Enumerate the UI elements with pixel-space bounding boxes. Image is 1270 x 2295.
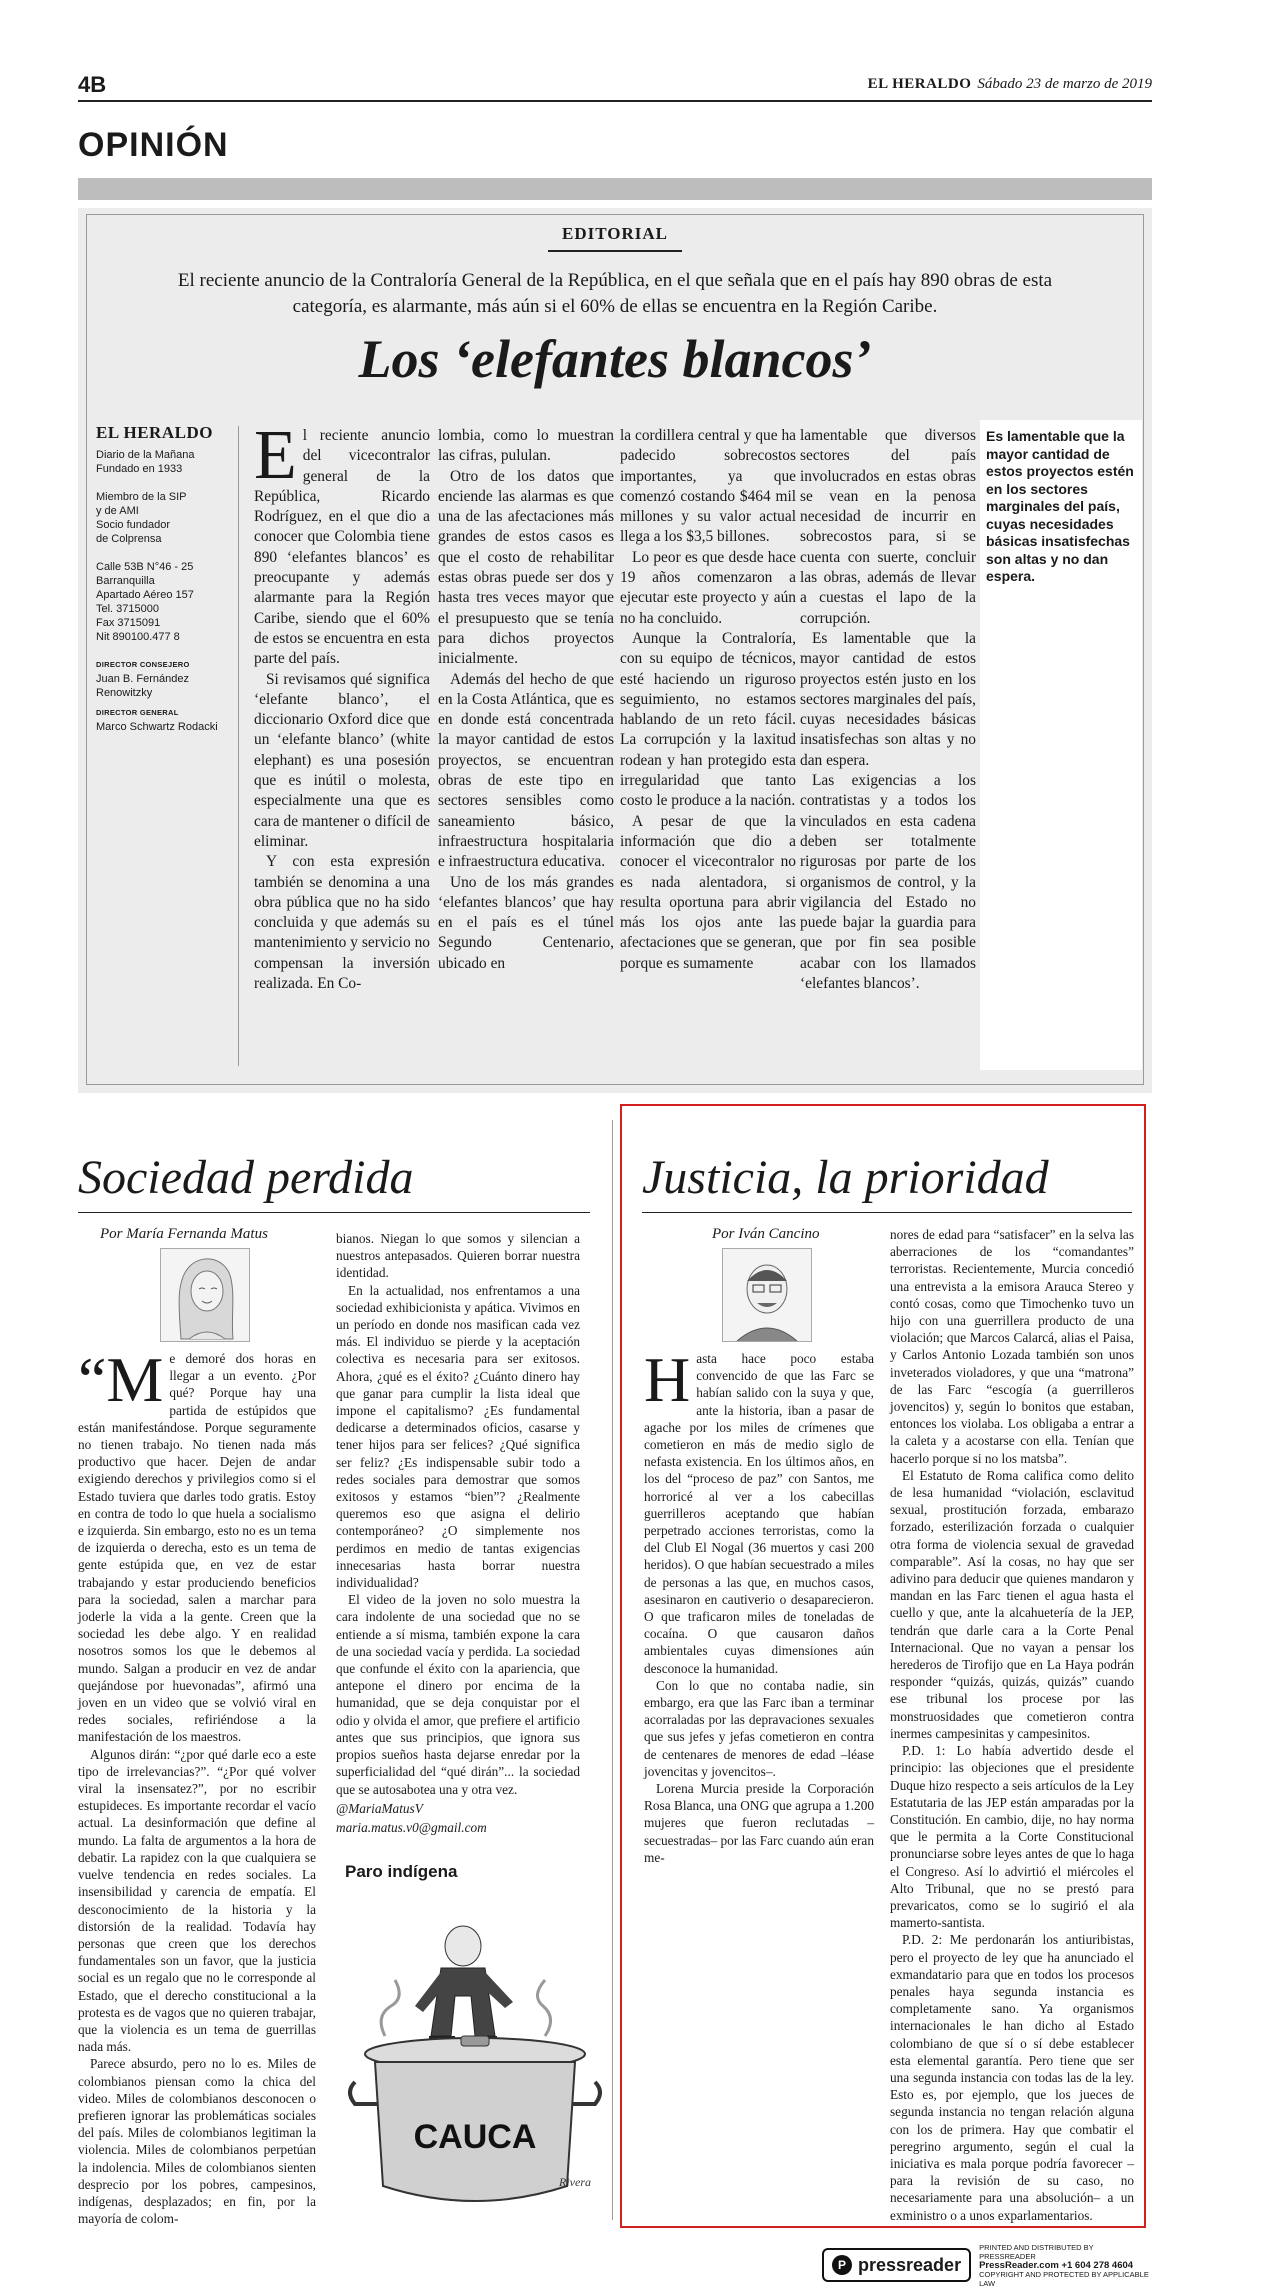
editorial-paragraph: Además del hecho de que en la Costa Atlántica, que es en donde está concentrada la mayor cantidad de estos proyectos, se encuentran obras de este tipo en sectores sensibles como saneamiento básico, infraestructura hospitalaria e infraestructura educativa. [438,670,614,871]
right-byline: Por Iván Cancino [712,1226,820,1242]
pressreader-logo[interactable]: P pressreader [822,2248,971,2282]
editorial-label: EDITORIAL [562,224,668,243]
director-name: Juan B. Fernández Renowitzky [96,673,189,699]
editorial-label-rule [548,250,682,252]
article-paragraph: “Me demoré dos horas en llegar a un evento. ¿Por qué? Porque hay una partida de estúpidos que están manifestándose. Porque seguramente no tienen trabajo. No tienen nada más productivo que hacer. Dejen de andar exigiendo derechos y privilegios como si el Estado tuviera que darles todo gratis. Estoy en contra de todo lo que huela a socialismo e izquierda. Sin embargo, esto no es un tema de izquierda o derecha, esto es un tema de gente estúpida que, en vez de estar trabajando y estar produciendo beneficios para la sociedad, salen a marchar para joderle la vida a la gente. Creen que la sociedad les debe algo. Y en realidad nosotros somos los que le debemos al mundo. Salgan a producir en vez de andar quejándose por huevonadas”, afirmó una joven en un video que se volvió viral en redes sociales, refiriéndose a la manifestación de los maestros. [78,1344,316,1745]
left-byline: Por María Fernanda Matus [100,1226,268,1242]
article-paragraph: P.D. 1: Lo había advertido desde el principio: las objeciones que el presidente Duque hizo respecto a seis artículos de la Ley Estatutaria de las JEP están amparadas por la Constitución. En cambio, dije, no hay norma que le permita a la Corte Constitucional pronunciarse sobre leyes antes de que lo haga el Congreso. Así lo advirtió el miércoles el Alto Tribunal, que no se prestó para prevaricatos, como se lo sugirió el ala mamerto-santista. [890,1743,1134,1931]
editorial-headline: Los ‘elefantes blancos’ [358,329,872,389]
article-paragraph: Algunos dirán: “¿por qué darle eco a este tipo de irrelevancias?”. “¿Por qué volver viral la insensatez?”, por no escribir estupideces. Es importante recordar el vacío actual. La desinformación que define al mundo. La falta de argumentos a la hora de debatir. La rapidez con la que cualquiera se vuelve tendencia en redes sociales. La insensibilidad y carencia de empatía. El desconocimiento de la historia y la distorsión de la realidad. Todavía hay personas que creen que los derechos fundamentales son un favor, que la justicia social es un regalo que no le corresponde al Estado, que el derecho constitucional a la protesta es de vagos que no quieren trabajar, que la violencia es un tema de guerrillas nada más. [78,1746,316,2055]
pull-quote [980,420,1142,1070]
pot-label: CAUCA [413,2118,537,2156]
article-paragraph: El video de la joven no solo muestra la cara indolente de una sociedad que no se entiende a sí misma, también expone la cara de una sociedad vacía y perdida. La sociedad que confunde el éxito con la apariencia, que antepone el dinero por encima de la humanidad, que se deja conquistar por el odio y olvida el amor, que prefiere el artificio antes que sus principios, que ignora sus propios sueños hasta dejarse enredar por la superficialidad del “qué dirán”... la sociedad que se autosabotea una y otra vez. [336,1592,580,1797]
editorial-paragraph: Aunque la Contraloría, con su equipo de técnicos, esté haciendo un riguroso seguimiento, no estamos hablando de un reto fácil. La corrupción y la laxitud rodean y han protegido esta irregularidad que tanto costo le produce a la nación. [620,629,796,810]
author-handle: @MariaMatusV [336,1800,423,1816]
paper-name: EL HERALDO [867,76,972,92]
section-band [78,178,1152,200]
article-paragraph: nores de edad para “satisfacer” en la selva las aberraciones de los “comandantes” terroristas. Recientemente, Murcia concedió una entrevista a la emisora Arauca Stereo y contó cosas, como que Timochenko tuvo un hijo con una guerrillera producto de una violación; que Marcos Calarcá, alias el Paisa, y Carlos Antonio Lozada también son unos inveterados violadores, y que una “matrona” de las Farc “escogía (a guerrilleros jovencitos) y, según lo bonitos que estaban, entonces los violaba. Los obligaba a entrar a la caleta y a acostarse con ella. Tenían que hacerlo porque si no los matsba”. [890,1227,1134,1466]
portrait-drawing [161,1249,249,1341]
general-director-name: Marco Schwartz Rodacki [96,721,218,733]
drop-cap: E [254,417,297,494]
section-title: OPINIÓN [78,126,229,164]
column-divider [238,426,239,1066]
drop-cap: “M [78,1344,164,1415]
cartoon-illustration [345,1886,605,2232]
left-article-column-2 [336,1230,580,1836]
editorial-paragraph: Uno de los más grandes ‘elefantes blancos’ que hay en el país es el túnel Segundo Centenario, ubicado en [438,873,614,972]
director-label: DIRECTOR CONSEJERO [96,660,190,669]
general-director-label: DIRECTOR GENERAL [96,708,179,717]
left-article-column-1 [78,1344,316,2227]
cartoon-title: Paro indígena [345,1862,458,1881]
page-number: 4B [78,72,107,97]
editorial-column-2 [438,426,614,974]
editorial-column-1 [254,417,430,994]
editorial-paragraph: lamentable que diversos sectores del país involucrados en estas obras se vean en la penosa necesidad de incurrir en sobrecostos para, si se cuenta con suerte, concluir las obras, además de llevar a cuestas el lapo de la corrupción. [800,427,976,627]
column-separator [612,1120,613,2220]
editorial-paragraph: Y con esta expresión también se denomina a una obra pública que no ha sido concluida y que además su mantenimiento y servicio no compensan la inversión realizada. En Co- [254,853,430,993]
pull-quote-text: Es lamentable que la mayor cantidad de estos proyectos estén en los sectores marginales del país, cuyas necesidades básicas insatisfechas son altas y no dan espera. [986,428,1134,584]
editorial-box [78,208,1152,1093]
article-paragraph: El Estatuto de Roma califica como delito de lesa humanidad “violación, esclavitud sexual, prostitución forzada, embarazo forzado, esterilización forzada o cualquier otra forma de violencia sexual de gravedad comparable”. Así la cosas, no hay que ser adivino para deducir que quienes mandaron y mandan en las Farc tienen el agua hasta el cuello y que, ante la alcahuetería de la JEP, tendrán que darle cara a la Corte Penal Internacional. Que no vayan a pensar los herederos de Tirofijo que en La Haya podrán responder “quizás, quizás, quizás” cuando ese tribunal los procese por las monstruosidades que cometieron contra inermes campesinitas y campesinitos. [890,1467,1134,1741]
article-paragraph: P.D. 2: Me perdonarán los antiuribistas, pero el proyecto de ley que ha anunciado el exmandatario para que en todos los procesos penales haya segunda instancia es completamente sano. Ya organismos internacionales le han dicho al Estado colombiano de que sí o sí debe establecer esta elemental garantía. Pero tiene que ser una segunda instancia con todas las de la ley. Esto es, por ejemplo, que los jueces de segunda instancia no tengan relación alguna con los de primera. Hay que combatir el peregrino argumento, según el cual la iniciativa es mala porque podría favorecer –para la revisión de su caso, no necesariamente para una absolución– a un exministro o a unos exparlamentarios. [890,1932,1134,2223]
issue-date: Sábado 23 de marzo de 2019 [977,76,1152,92]
editorial-paragraph: Si revisamos qué significa ‘elefante blanco’, el diccionario Oxford dice que un ‘elefante blanco’ (white elephant) es una posesión que es inútil o molesta, especialmente una que es cara de mantener o difícil de eliminar. [254,670,430,850]
header-rule [78,100,1152,102]
masthead [868,76,1152,93]
editorial-paragraph: Las exigencias a los contratistas y a todos los vinculados en esta cadena deben ser totalmente rigurosas por parte de los organismos de control, y la vigilancia del Estado no puede bajar la guardia para que por fin sea posible acabar con los llamados ‘elefantes blancos’. [800,772,976,993]
editorial-paragraph: Lo peor es que desde hace 19 años comenzaron a ejecutar este proyecto y aún no ha concluido. [620,548,796,627]
author-email: maria.matus.v0@gmail.com [336,1819,487,1835]
editorial-paragraph: A pesar de que la información que dio a conocer el vicecontralor no es nada alentadora, si resulta oportuna para abrir más los ojos ante las afectaciones que se generan, porque es sumamente [620,812,796,972]
pressreader-icon: P [832,2255,852,2275]
author-portrait-matus [160,1248,250,1342]
article-paragraph: En la actualidad, nos enfrentamos a una sociedad exhibicionista y apática. Vivimos en un período en donde nos masifican cada vez más. El individuo se pierde y la aceptación colectiva es necesaria para ser exitosos. Ahora, ¿qué es el éxito? ¿Cuánto dinero hay que ganar para cumplir la lista ideal que impone el capitalismo? ¿Es fundamental dedicarse a determinados oficios, casarse y tener hijos para ser felices? ¿Qué significa ser feliz? ¿Es indispensable subir todo a redes sociales para demostrar que somos exitosos y estamos “bien”? ¿Realmente queremos eso que asigna el delirio contemporáneo? ¿O simplemente nos perdimos en medio de tantas exigencias innecesarias hasta borrar nuestra individualidad? [336,1282,580,1591]
sidebar-about: Diario de la Mañana Fundado en 1933 Miembro de la SIP y de AMI Socio fundador de Colprensa [96,449,195,545]
editorial-column-4 [800,426,976,994]
editorial-paragraph: El reciente anuncio del vicecontralor general de la República, Ricardo Rodríguez, en el que dio a conocer que Colombia tiene 890 ‘elefantes blancos’ es preocupante y además alarmante para la Región Caribe, siendo que el 60% de estos se encuentra en esta parte del país. [254,417,430,668]
drop-cap: H [644,1344,691,1415]
highlight-frame [620,1104,1146,2228]
editorial-paragraph: lombia, como lo muestran las cifras, pululan. [438,427,614,465]
sidebar-brand: EL HERALDO [96,423,213,442]
sidebar-address: Calle 53B N°46 - 25 Barranquilla Apartado Aéreo 157 Tel. 3715000 Fax 3715091 Nit 890100.477 8 [96,561,194,643]
article-paragraph: Parece absurdo, pero no lo es. Miles de colombianos piensan como la chica del video. Miles de colombianos desconocen o prefieren ignorar las problemáticas sociales del país. Miles de colombianos legitiman la violencia. Miles de colombianos perpetúan la indolencia. Miles de colombianos sienten desprecio por los pobres, campesinos, indígenas, desplazados; en fin, por la mayoría de colom- [78,2056,316,2227]
article-paragraph: Hasta hace poco estaba convencido de que las Farc se habían salido con la suya y que, ante la historia, iban a pasar de agache por los miles de crímenes que cometieron en más de medio siglo de nefasta existencia. En los últimos años, en los del “proceso de paz” con Santos, me horroricé al ver a los cabecillas guerrilleros aceptando que habían perpetrado acciones terroristas, como la del Club El Nogal (36 muertos y casi 200 heridos). O que habían secuestrado a miles de personas a las que, en muchos casos, asesinaron en cautiverio o desaparecieron. O que traficaron miles de toneladas de cocaína. O que causaron daños ambientales cuyas dimensiones aún desconoce la humanidad. [644,1344,874,1676]
editorial-paragraph: la cordillera central y que ha padecido sobrecostos importantes, ya que comenzó costando $464 mil millones y su valor actual llega a los $3,5 billones. [620,427,796,546]
editorial-deck: El reciente anuncio de la Contraloría General de la República, en el que señala que en el país hay 890 obras de esta categoría, es alarmante, más aún si el 60% de ellas se encuentra en la Región Caribe. [177,270,1053,317]
editorial-paragraph: Es lamentable que la mayor cantidad de estos proyectos estén justo en los sectores marginales del país, cuyas necesidades básicas insatisfechas son altas y no dan espera. [800,629,976,769]
editorial-column-3 [620,426,796,974]
left-headline-rule [78,1212,590,1213]
editorial-paragraph: Otro de los datos que enciende las alarmas es que una de las afectaciones más grandes de estos casos es que el costo de rehabilitar estas obras puede ser dos y hasta tres veces mayor que el presupuesto que se tenía para dichos proyectos inicialmente. [438,467,614,668]
article-paragraph: bianos. Niegan lo que somos y silencian a nuestros antepasados. Quieren borrar nuestra identidad. [336,1231,580,1281]
pressreader-footer [822,2244,1152,2286]
masthead-sidebar [96,423,226,734]
cartoon-drawing [345,1886,605,2232]
article-paragraph: Con lo que no contaba nadie, sin embargo, era que las Farc iban a terminar acorraladas por las depravaciones sexuales que sus jefes y jefas cometieron en contra de centenares de menores de edad –léase jovencitas y jovencitos–. [644,1677,874,1779]
article-paragraph: Lorena Murcia preside la Corporación Rosa Blanca, una ONG que agrupa a 1.200 mujeres que fueron reclutadas –secuestradas– por las Farc cuando aún eran me- [644,1781,874,1865]
right-article-headline: Justicia, la prioridad [642,1151,1049,1204]
cartoonist-signature: Rivera [559,2175,591,2189]
pressreader-notice: PRINTED AND DISTRIBUTED BY PRESSREADER PressReader.com +1 604 278 4604 COPYRIGHT AND PROTECTED BY APPLICABLE LAW [979,2242,1149,2288]
left-article-headline: Sociedad perdida [78,1151,414,1204]
